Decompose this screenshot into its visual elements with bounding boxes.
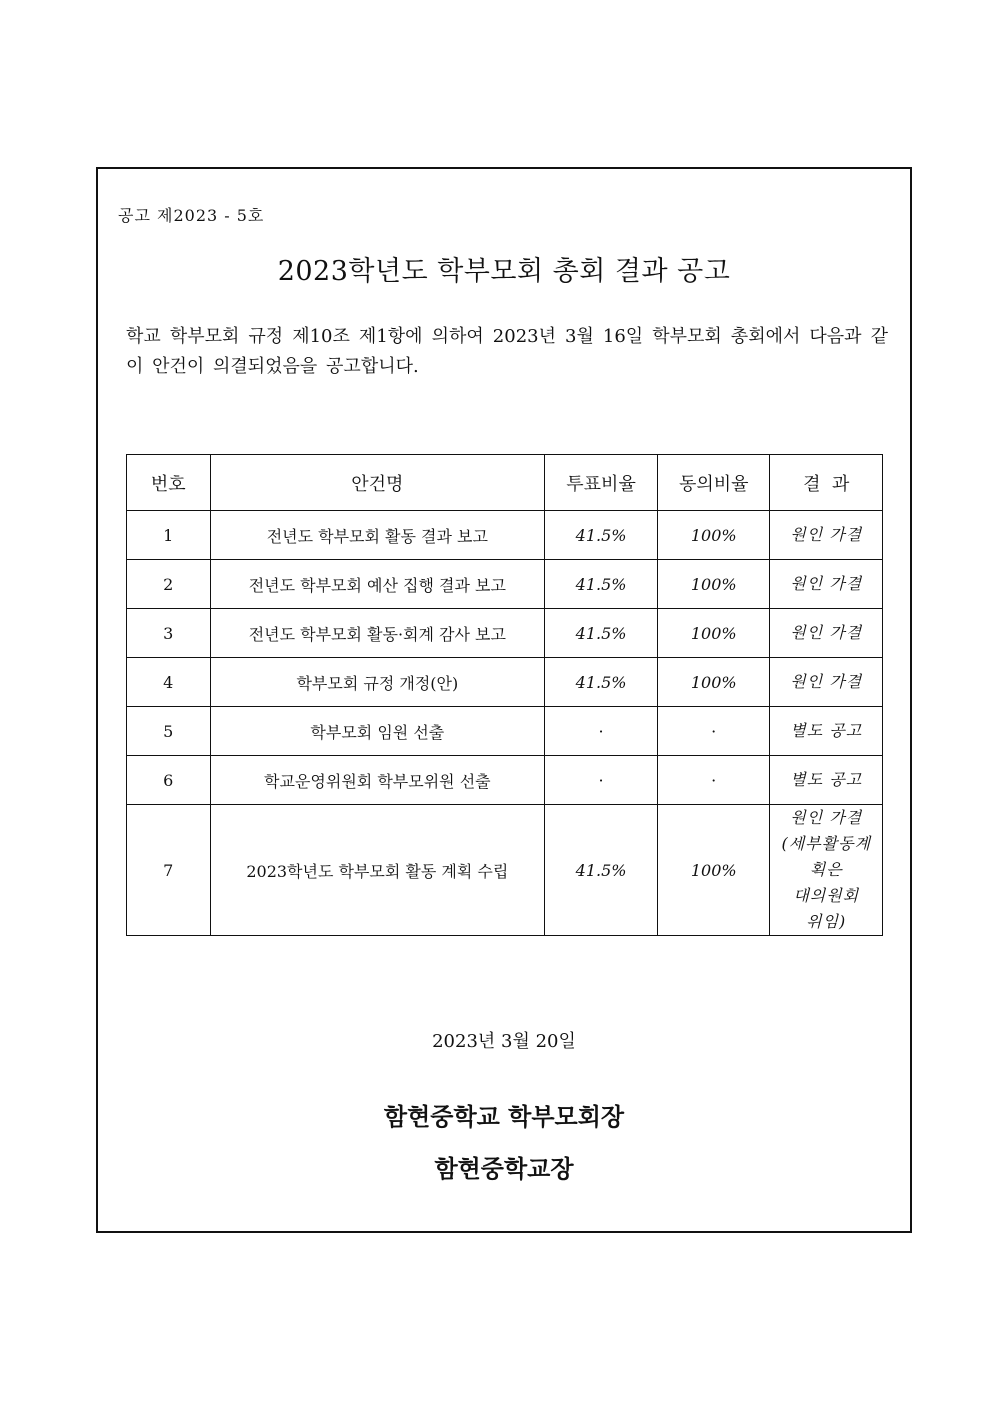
page-title: 2023학년도 학부모회 총회 결과 공고 bbox=[277, 256, 731, 287]
row-name: 2023학년도 학부모회 활동 계획 수립 bbox=[210, 805, 545, 936]
notice-number: 공고 제2023 - 5호 bbox=[118, 206, 265, 225]
row-no: 2 bbox=[127, 560, 211, 609]
result-line: 획은 bbox=[809, 860, 843, 879]
result-line: 위임) bbox=[806, 912, 847, 931]
row-no: 7 bbox=[127, 805, 211, 936]
row-name: 학부모회 임원 선출 bbox=[210, 707, 545, 756]
table-row bbox=[127, 560, 883, 609]
row-vote: · bbox=[545, 707, 658, 756]
row-no: 6 bbox=[127, 756, 211, 805]
result-line: 대의원회 bbox=[793, 886, 860, 905]
result-line: (세부활동계 bbox=[781, 834, 871, 853]
row-result: 원인 가결 bbox=[770, 511, 883, 560]
header-no: 번호 bbox=[127, 455, 211, 511]
row-name: 학부모회 규정 개정(안) bbox=[210, 658, 545, 707]
signer-principal: 함현중학교장 bbox=[434, 1154, 574, 1183]
row-result: 원인 가결 bbox=[770, 658, 883, 707]
row-vote: · bbox=[545, 756, 658, 805]
agenda-table bbox=[126, 454, 883, 936]
row-name: 전년도 학부모회 활동 결과 보고 bbox=[210, 511, 545, 560]
row-agree: 100% bbox=[657, 658, 769, 707]
row-no: 3 bbox=[127, 609, 211, 658]
row-agree: 100% bbox=[657, 560, 769, 609]
row-no: 4 bbox=[127, 658, 211, 707]
table-row bbox=[127, 658, 883, 707]
table-row bbox=[127, 756, 883, 805]
row-vote: 41.5% bbox=[545, 560, 658, 609]
row-agree: 100% bbox=[657, 805, 769, 936]
header-agree-ratio: 동의비율 bbox=[657, 455, 769, 511]
table-header-row bbox=[127, 455, 883, 511]
row-result bbox=[770, 805, 883, 936]
table-row bbox=[127, 805, 883, 936]
row-vote: 41.5% bbox=[545, 805, 658, 936]
row-name: 전년도 학부모회 활동·회계 감사 보고 bbox=[210, 609, 545, 658]
row-agree: · bbox=[657, 756, 769, 805]
signer-parent-association: 함현중학교 학부모회장 bbox=[383, 1102, 625, 1131]
row-agree: 100% bbox=[657, 609, 769, 658]
row-vote: 41.5% bbox=[545, 511, 658, 560]
row-no: 1 bbox=[127, 511, 211, 560]
notice-frame bbox=[96, 167, 912, 1233]
row-result: 별도 공고 bbox=[770, 756, 883, 805]
intro-paragraph: 학교 학부모회 규정 제10조 제1항에 의하여 2023년 3월 16일 학부모회 총회에서 다음과 같이 안건이 의결되었음을 공고합니다. bbox=[126, 326, 888, 377]
row-no: 5 bbox=[127, 707, 211, 756]
row-agree: 100% bbox=[657, 511, 769, 560]
notice-date: 2023년 3월 20일 bbox=[432, 1031, 576, 1052]
table-row bbox=[127, 609, 883, 658]
table-row bbox=[127, 511, 883, 560]
table-row bbox=[127, 707, 883, 756]
row-name: 학교운영위원회 학부모위원 선출 bbox=[210, 756, 545, 805]
result-line: 원인 가결 bbox=[790, 808, 863, 827]
row-agree: · bbox=[657, 707, 769, 756]
row-result: 원인 가결 bbox=[770, 560, 883, 609]
row-vote: 41.5% bbox=[545, 658, 658, 707]
row-result: 원인 가결 bbox=[770, 609, 883, 658]
row-vote: 41.5% bbox=[545, 609, 658, 658]
header-name: 안건명 bbox=[210, 455, 545, 511]
row-name: 전년도 학부모회 예산 집행 결과 보고 bbox=[210, 560, 545, 609]
header-result: 결 과 bbox=[770, 455, 883, 511]
header-vote-ratio: 투표비율 bbox=[545, 455, 658, 511]
row-result: 별도 공고 bbox=[770, 707, 883, 756]
